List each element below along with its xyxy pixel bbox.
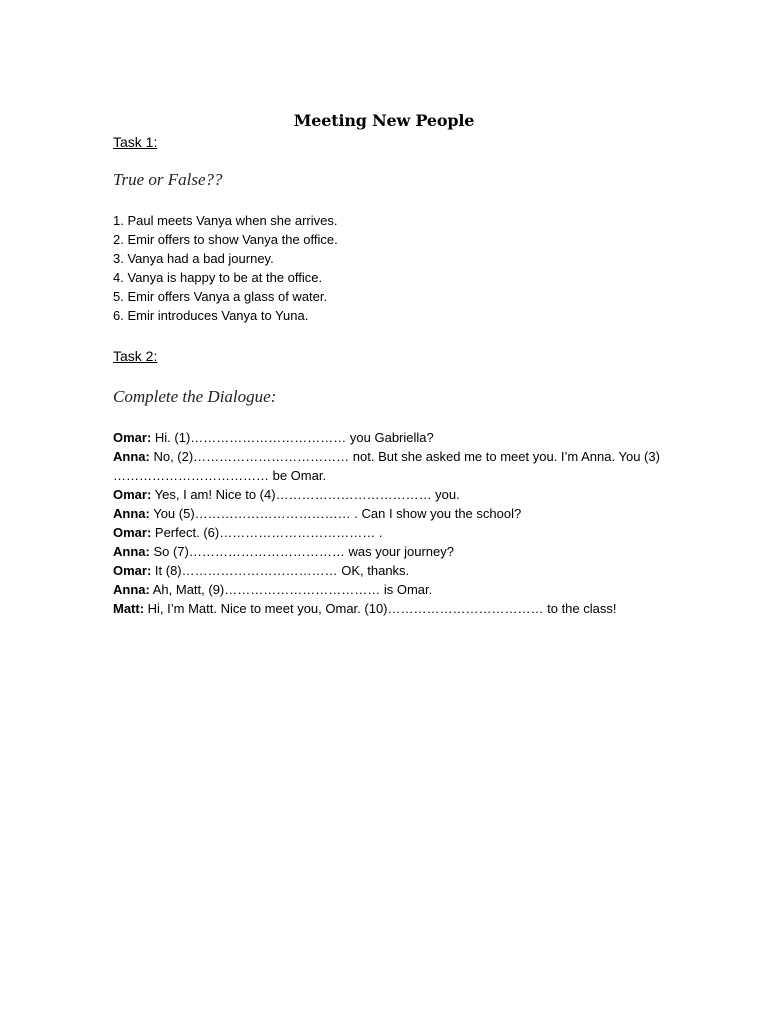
- speaker-name: Anna:: [113, 449, 150, 464]
- speaker-name: Anna:: [113, 582, 150, 597]
- speaker-name: Anna:: [113, 544, 150, 559]
- task1-heading: Task 1:: [113, 134, 158, 150]
- dialogue-line: [113, 580, 673, 599]
- dialogue-text: No, (2)……………………………… not. But she asked me to meet you. I’m Anna. You (3): [149, 449, 660, 464]
- dialogue-line: [113, 542, 673, 561]
- dialogue-line: [113, 447, 673, 466]
- dialogue-line: [113, 466, 673, 485]
- dialogue-text: You (5)……………………………… . Can I show you the school?: [149, 506, 522, 521]
- dialogue-text: Perfect. (6)……………………………… .: [151, 525, 383, 540]
- speaker-name: Omar:: [113, 487, 152, 502]
- dialogue-text: Ah, Matt, (9)……………………………… is Omar.: [149, 582, 433, 597]
- dialogue-line: [113, 599, 673, 618]
- dialogue-line: [113, 523, 673, 542]
- dialogue-line: [113, 561, 673, 580]
- true-false-list: [113, 211, 673, 325]
- dialogue: [113, 428, 673, 618]
- speaker-name: Omar:: [113, 430, 152, 445]
- dialogue-text: It (8)……………………………… OK, thanks.: [151, 563, 410, 578]
- dialogue-text: So (7)……………………………… was your journey?: [149, 544, 454, 559]
- dialogue-line: [113, 428, 673, 447]
- task1-subheading: True or False??: [113, 170, 223, 189]
- list-item: 3. Vanya had a bad journey.: [113, 251, 274, 266]
- dialogue-text: ……………………………… be Omar.: [113, 468, 327, 483]
- list-item: 1. Paul meets Vanya when she arrives.: [113, 213, 338, 228]
- list-item: 2. Emir offers to show Vanya the office.: [113, 232, 338, 247]
- speaker-name: Omar:: [113, 563, 152, 578]
- speaker-name: Anna:: [113, 506, 150, 521]
- speaker-name: Matt:: [113, 601, 145, 616]
- task2-heading: Task 2:: [113, 348, 158, 364]
- list-item: 4. Vanya is happy to be at the office.: [113, 270, 323, 285]
- dialogue-text: Hi, I’m Matt. Nice to meet you, Omar. (10)……………………………… to the class!: [144, 601, 617, 616]
- page-title: Meeting New People: [293, 111, 475, 130]
- dialogue-line: [113, 504, 673, 523]
- list-item: 6. Emir introduces Vanya to Yuna.: [113, 308, 309, 323]
- dialogue-text: Yes, I am! Nice to (4)……………………………… you.: [151, 487, 460, 502]
- list-item: 5. Emir offers Vanya a glass of water.: [113, 289, 328, 304]
- dialogue-text: Hi. (1)……………………………… you Gabriella?: [151, 430, 434, 445]
- task2-subheading: Complete the Dialogue:: [113, 387, 277, 406]
- dialogue-line: [113, 485, 673, 504]
- speaker-name: Omar:: [113, 525, 152, 540]
